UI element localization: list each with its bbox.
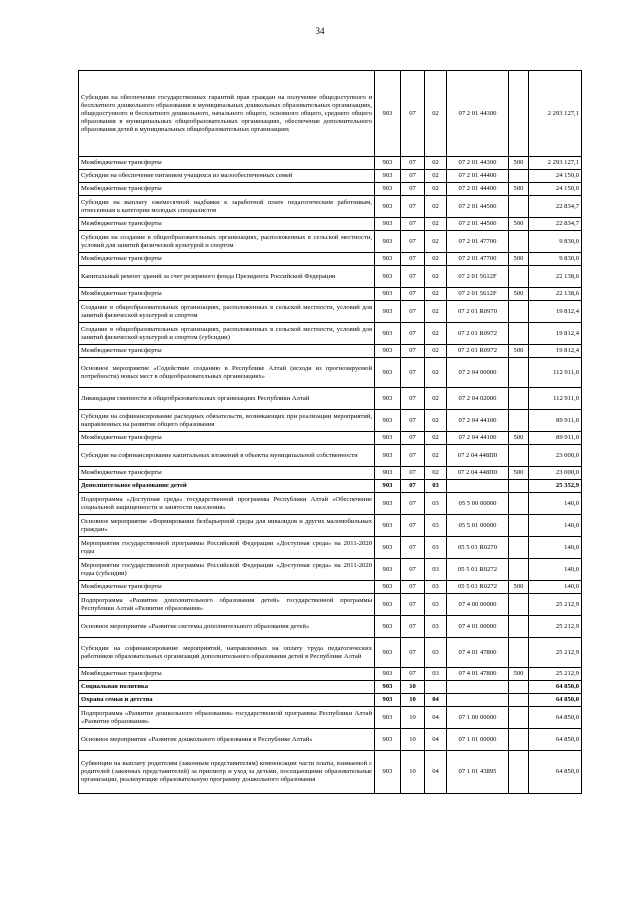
target-article-code: 07 4 01 47800 xyxy=(447,638,509,668)
item-name: Межбюджетные трансферты xyxy=(79,467,375,480)
target-article-code xyxy=(447,681,509,694)
target-article-code: 07 4 01 47800 xyxy=(447,668,509,681)
section-code: 07 xyxy=(401,445,425,467)
subsection-code: 03 xyxy=(425,616,447,638)
target-article-code: 07 2 01 5612F xyxy=(447,288,509,301)
section-code: 07 xyxy=(401,410,425,432)
expense-type-code xyxy=(509,266,529,288)
subsection-code: 02 xyxy=(425,432,447,445)
grbs-code: 903 xyxy=(375,183,401,196)
expense-type-code xyxy=(509,638,529,668)
target-article-code: 05 5 01 R0272 xyxy=(447,581,509,594)
section-code: 07 xyxy=(401,480,425,493)
amount-value: 2 293 127,1 xyxy=(529,71,582,157)
table-row xyxy=(79,218,582,231)
table-row xyxy=(79,323,582,345)
target-article-code: 05 5 01 R0272 xyxy=(447,559,509,581)
table-row xyxy=(79,616,582,638)
amount-value: 22 138,6 xyxy=(529,288,582,301)
expense-type-code xyxy=(509,388,529,410)
grbs-code: 903 xyxy=(375,388,401,410)
section-code: 07 xyxy=(401,170,425,183)
subsection-code: 02 xyxy=(425,445,447,467)
table-row xyxy=(79,467,582,480)
item-name: Подпрограмма «Развитие дошкольного образования» государственной программы Республики Алтай «Развитие образования» xyxy=(79,707,375,729)
target-article-code: 07 2 01 44400 xyxy=(447,183,509,196)
item-name: Субсидии на выплату ежемесячной надбавки к заработной плате педагогическим работникам, отнесенным к категории молодых специалистов xyxy=(79,196,375,218)
expense-type-code xyxy=(509,729,529,751)
section-code: 07 xyxy=(401,616,425,638)
page-number: 34 xyxy=(315,26,325,36)
section-code: 07 xyxy=(401,323,425,345)
grbs-code: 903 xyxy=(375,445,401,467)
section-code: 07 xyxy=(401,594,425,616)
expense-type-code xyxy=(509,559,529,581)
table-row xyxy=(79,707,582,729)
grbs-code: 903 xyxy=(375,493,401,515)
section-code: 07 xyxy=(401,253,425,266)
amount-value: 19 812,4 xyxy=(529,301,582,323)
grbs-code: 903 xyxy=(375,432,401,445)
target-article-code: 07 2 01 44500 xyxy=(447,218,509,231)
expense-type-code xyxy=(509,537,529,559)
subsection-code: 03 xyxy=(425,594,447,616)
grbs-code: 903 xyxy=(375,157,401,170)
expense-type-code xyxy=(509,493,529,515)
amount-value: 140,0 xyxy=(529,493,582,515)
expense-type-code: 500 xyxy=(509,581,529,594)
table-row xyxy=(79,681,582,694)
table-row xyxy=(79,432,582,445)
target-article-code: 07 1 00 00000 xyxy=(447,707,509,729)
item-name: Межбюджетные трансферты xyxy=(79,288,375,301)
item-name: Межбюджетные трансферты xyxy=(79,581,375,594)
subsection-code: 02 xyxy=(425,345,447,358)
section-code: 07 xyxy=(401,467,425,480)
amount-value: 23 000,0 xyxy=(529,445,582,467)
expense-type-code xyxy=(509,751,529,794)
subsection-code: 04 xyxy=(425,729,447,751)
section-code: 07 xyxy=(401,537,425,559)
section-code: 10 xyxy=(401,729,425,751)
target-article-code: 07 2 04 448П0 xyxy=(447,445,509,467)
table-row xyxy=(79,345,582,358)
item-name: Основное мероприятие «Содействие созданию в Республике Алтай (исходя из прогнозируемой потребности) новых мест в общеобразовательных организациях» xyxy=(79,358,375,388)
item-name: Субсидии на софинансирование капитальных вложений в объекты муниципальной собственности xyxy=(79,445,375,467)
expense-type-code: 500 xyxy=(509,183,529,196)
table-row xyxy=(79,515,582,537)
target-article-code: 07 2 01 R0972 xyxy=(447,323,509,345)
target-article-code: 07 2 01 5612F xyxy=(447,266,509,288)
subsection-code: 02 xyxy=(425,323,447,345)
target-article-code: 07 2 04 44100 xyxy=(447,410,509,432)
table-row xyxy=(79,480,582,493)
grbs-code: 903 xyxy=(375,559,401,581)
grbs-code: 903 xyxy=(375,218,401,231)
expense-type-code xyxy=(509,323,529,345)
section-code: 07 xyxy=(401,581,425,594)
section-code: 07 xyxy=(401,668,425,681)
section-code: 10 xyxy=(401,707,425,729)
section-code: 07 xyxy=(401,559,425,581)
item-name: Межбюджетные трансферты xyxy=(79,253,375,266)
amount-value: 9 830,0 xyxy=(529,231,582,253)
section-code: 07 xyxy=(401,345,425,358)
table-row xyxy=(79,410,582,432)
subsection-code: 03 xyxy=(425,515,447,537)
target-article-code: 07 2 01 44300 xyxy=(447,71,509,157)
grbs-code: 903 xyxy=(375,345,401,358)
section-code: 07 xyxy=(401,157,425,170)
subsection-code: 03 xyxy=(425,559,447,581)
grbs-code: 903 xyxy=(375,288,401,301)
table-row xyxy=(79,253,582,266)
expense-type-code: 500 xyxy=(509,288,529,301)
grbs-code: 903 xyxy=(375,71,401,157)
target-article-code: 07 2 01 R0970 xyxy=(447,301,509,323)
table-row xyxy=(79,301,582,323)
amount-value: 64 850,0 xyxy=(529,729,582,751)
section-code: 07 xyxy=(401,493,425,515)
subsection-code: 02 xyxy=(425,358,447,388)
target-article-code: 07 4 01 00000 xyxy=(447,616,509,638)
section-code: 10 xyxy=(401,681,425,694)
subsection-code: 02 xyxy=(425,388,447,410)
expense-type-code xyxy=(509,231,529,253)
table-row xyxy=(79,694,582,707)
expense-type-code: 500 xyxy=(509,253,529,266)
table-row xyxy=(79,559,582,581)
expense-type-code: 500 xyxy=(509,432,529,445)
expense-type-code xyxy=(509,681,529,694)
item-name: Межбюджетные трансферты xyxy=(79,183,375,196)
section-code: 07 xyxy=(401,288,425,301)
subsection-code: 03 xyxy=(425,537,447,559)
subsection-code: 03 xyxy=(425,581,447,594)
subsection-code: 03 xyxy=(425,638,447,668)
table-row xyxy=(79,266,582,288)
section-code: 10 xyxy=(401,694,425,707)
grbs-code: 903 xyxy=(375,694,401,707)
item-name: Межбюджетные трансферты xyxy=(79,345,375,358)
item-name: Подпрограмма «Развитие дополнительного образования детей» государственной программы Республики Алтай «Развитие образования» xyxy=(79,594,375,616)
amount-value: 25 212,9 xyxy=(529,668,582,681)
target-article-code: 07 2 01 47700 xyxy=(447,231,509,253)
subsection-code: 02 xyxy=(425,71,447,157)
amount-value: 64 850,0 xyxy=(529,707,582,729)
section-code: 07 xyxy=(401,638,425,668)
item-name: Субсидии на софинансирование мероприятий, направленных на оплату труда педагогических работников образовательных организаций дополнительного образования детей в Республике Алтай xyxy=(79,638,375,668)
subsection-code: 02 xyxy=(425,410,447,432)
amount-value: 140,0 xyxy=(529,581,582,594)
subsection-code: 03 xyxy=(425,493,447,515)
amount-value: 89 911,0 xyxy=(529,432,582,445)
subsection-code: 04 xyxy=(425,707,447,729)
section-code: 07 xyxy=(401,388,425,410)
target-article-code: 05 5 01 00000 xyxy=(447,515,509,537)
section-code: 07 xyxy=(401,301,425,323)
table-row xyxy=(79,170,582,183)
item-name: Подпрограмма «Доступная среда» государственной программы Республики Алтай «Обеспечение социальной защищенности и занятости населения» xyxy=(79,493,375,515)
table-row xyxy=(79,493,582,515)
item-name: Субсидии на софинансирование расходных обязательств, возникающих при реализации мероприятий, направленных на развитие общего образования xyxy=(79,410,375,432)
grbs-code: 903 xyxy=(375,668,401,681)
expense-type-code xyxy=(509,301,529,323)
item-name: Межбюджетные трансферты xyxy=(79,432,375,445)
item-name: Мероприятия государственной программы Российской Федерации «Доступная среда» на 2011-2020 годы xyxy=(79,537,375,559)
grbs-code: 903 xyxy=(375,410,401,432)
amount-value: 25 212,9 xyxy=(529,616,582,638)
table-row xyxy=(79,751,582,794)
grbs-code: 903 xyxy=(375,616,401,638)
table-row xyxy=(79,638,582,668)
target-article-code: 07 1 01 43895 xyxy=(447,751,509,794)
amount-value: 64 850,0 xyxy=(529,694,582,707)
amount-value: 112 911,0 xyxy=(529,388,582,410)
subsection-code: 02 xyxy=(425,218,447,231)
expense-type-code: 500 xyxy=(509,157,529,170)
amount-value: 25 212,9 xyxy=(529,594,582,616)
item-name: Основное мероприятие «Развитие системы дополнительного образования детей» xyxy=(79,616,375,638)
item-name: Ликвидация сменности в общеобразовательных организациях Республики Алтай xyxy=(79,388,375,410)
target-article-code: 07 2 01 44400 xyxy=(447,170,509,183)
target-article-code: 07 2 01 47700 xyxy=(447,253,509,266)
item-name: Создание в общеобразовательных организациях, расположенных в сельской местности, условий для занятий физической культурой и спортом xyxy=(79,301,375,323)
expense-type-code xyxy=(509,410,529,432)
amount-value: 23 000,0 xyxy=(529,467,582,480)
subsection-code xyxy=(425,681,447,694)
grbs-code: 903 xyxy=(375,170,401,183)
subsection-code: 02 xyxy=(425,196,447,218)
target-article-code: 07 2 01 R0972 xyxy=(447,345,509,358)
grbs-code: 903 xyxy=(375,594,401,616)
table-row xyxy=(79,668,582,681)
subsection-code: 03 xyxy=(425,480,447,493)
section-code: 07 xyxy=(401,218,425,231)
grbs-code: 903 xyxy=(375,581,401,594)
amount-value: 19 812,4 xyxy=(529,323,582,345)
amount-value: 25 352,9 xyxy=(529,480,582,493)
expense-type-code xyxy=(509,480,529,493)
item-name: Охрана семьи и детства xyxy=(79,694,375,707)
table-row xyxy=(79,288,582,301)
target-article-code xyxy=(447,694,509,707)
section-code: 07 xyxy=(401,432,425,445)
target-article-code: 07 2 04 448П0 xyxy=(447,467,509,480)
section-code: 07 xyxy=(401,231,425,253)
budget-table xyxy=(78,70,582,794)
expense-type-code xyxy=(509,694,529,707)
target-article-code xyxy=(447,480,509,493)
grbs-code: 903 xyxy=(375,231,401,253)
amount-value: 140,0 xyxy=(529,537,582,559)
subsection-code: 02 xyxy=(425,183,447,196)
grbs-code: 903 xyxy=(375,323,401,345)
item-name: Межбюджетные трансферты xyxy=(79,218,375,231)
item-name: Капитальный ремонт зданий за счет резервного фонда Президента Российской Федерации xyxy=(79,266,375,288)
subsection-code: 02 xyxy=(425,157,447,170)
grbs-code: 903 xyxy=(375,515,401,537)
target-article-code: 07 1 01 00000 xyxy=(447,729,509,751)
expense-type-code xyxy=(509,515,529,537)
grbs-code: 903 xyxy=(375,681,401,694)
grbs-code: 903 xyxy=(375,707,401,729)
grbs-code: 903 xyxy=(375,196,401,218)
amount-value: 24 150,0 xyxy=(529,170,582,183)
section-code: 07 xyxy=(401,196,425,218)
subsection-code: 02 xyxy=(425,288,447,301)
table-row xyxy=(79,388,582,410)
item-name: Субсидии на обеспечение государственных гарантий прав граждан на получение общедоступного и бесплатного дошкольного образования в муниципальных дошкольных образовательных организациях, общедоступного и бесплатного дошкольного, начального общего, основного общего, среднего общего образования в муниципальных общеобразовательных организациях, обеспечение дополнительного образования детей в муниципальных общеобразовательных организациях xyxy=(79,71,375,157)
expense-type-code: 500 xyxy=(509,345,529,358)
amount-value: 19 812,4 xyxy=(529,345,582,358)
table-row xyxy=(79,196,582,218)
grbs-code: 903 xyxy=(375,266,401,288)
item-name: Основное мероприятие «Формирование безбарьерной среды для инвалидов и других маломобильных граждан» xyxy=(79,515,375,537)
expense-type-code xyxy=(509,358,529,388)
section-code: 07 xyxy=(401,183,425,196)
item-name: Субсидии на обеспечение питанием учащихся из малообеспеченных семей xyxy=(79,170,375,183)
amount-value: 22 834,7 xyxy=(529,196,582,218)
amount-value: 140,0 xyxy=(529,559,582,581)
item-name: Субвенции на выплату родителям (законным представителям) компенсации части платы, взимаемой с родителей (законных представителей) за присмотр и уход за детьми, посещающими образовательные организации, реализующие образовательную программу дошкольного образования xyxy=(79,751,375,794)
section-code: 07 xyxy=(401,358,425,388)
grbs-code: 903 xyxy=(375,301,401,323)
grbs-code: 903 xyxy=(375,253,401,266)
expense-type-code: 500 xyxy=(509,668,529,681)
item-name: Основное мероприятие «Развитие дошкольного образования в Республике Алтай» xyxy=(79,729,375,751)
expense-type-code xyxy=(509,707,529,729)
target-article-code: 07 2 01 44500 xyxy=(447,196,509,218)
subsection-code: 04 xyxy=(425,694,447,707)
subsection-code: 02 xyxy=(425,231,447,253)
subsection-code: 04 xyxy=(425,751,447,794)
subsection-code: 02 xyxy=(425,301,447,323)
amount-value: 112 911,0 xyxy=(529,358,582,388)
table-row xyxy=(79,358,582,388)
amount-value: 64 850,0 xyxy=(529,681,582,694)
amount-value: 22 834,7 xyxy=(529,218,582,231)
table-row xyxy=(79,581,582,594)
item-name: Мероприятия государственной программы Российской Федерации «Доступная среда» на 2011-2020 годы (субсидии) xyxy=(79,559,375,581)
amount-value: 25 212,9 xyxy=(529,638,582,668)
item-name: Социальная политика xyxy=(79,681,375,694)
amount-value: 140,0 xyxy=(529,515,582,537)
expense-type-code xyxy=(509,594,529,616)
grbs-code: 903 xyxy=(375,358,401,388)
amount-value: 2 293 127,1 xyxy=(529,157,582,170)
expense-type-code xyxy=(509,616,529,638)
table-row xyxy=(79,445,582,467)
table-row xyxy=(79,71,582,157)
target-article-code: 07 2 04 00000 xyxy=(447,358,509,388)
table-row xyxy=(79,231,582,253)
subsection-code: 03 xyxy=(425,668,447,681)
target-article-code: 07 2 04 02000 xyxy=(447,388,509,410)
table-row xyxy=(79,537,582,559)
expense-type-code: 500 xyxy=(509,218,529,231)
target-article-code: 07 2 01 44300 xyxy=(447,157,509,170)
subsection-code: 02 xyxy=(425,467,447,480)
amount-value: 89 911,0 xyxy=(529,410,582,432)
target-article-code: 05 5 00 00000 xyxy=(447,493,509,515)
grbs-code: 903 xyxy=(375,467,401,480)
amount-value: 64 850,0 xyxy=(529,751,582,794)
target-article-code: 07 4 00 00000 xyxy=(447,594,509,616)
grbs-code: 903 xyxy=(375,729,401,751)
section-code: 07 xyxy=(401,266,425,288)
item-name: Субсидии на создание в общеобразовательных организациях, расположенных в сельской местности, условий для занятий физической культурой и спортом xyxy=(79,231,375,253)
amount-value: 24 150,0 xyxy=(529,183,582,196)
expense-type-code xyxy=(509,170,529,183)
grbs-code: 903 xyxy=(375,537,401,559)
amount-value: 9 830,0 xyxy=(529,253,582,266)
amount-value: 22 138,6 xyxy=(529,266,582,288)
section-code: 10 xyxy=(401,751,425,794)
subsection-code: 02 xyxy=(425,170,447,183)
item-name: Дополнительное образование детей xyxy=(79,480,375,493)
target-article-code: 05 5 01 R0270 xyxy=(447,537,509,559)
item-name: Межбюджетные трансферты xyxy=(79,668,375,681)
expense-type-code xyxy=(509,445,529,467)
target-article-code: 07 2 04 44100 xyxy=(447,432,509,445)
budget-table-body xyxy=(79,71,582,794)
table-row xyxy=(79,729,582,751)
section-code: 07 xyxy=(401,515,425,537)
expense-type-code xyxy=(509,71,529,157)
item-name: Межбюджетные трансферты xyxy=(79,157,375,170)
section-code: 07 xyxy=(401,71,425,157)
expense-type-code: 500 xyxy=(509,467,529,480)
item-name: Создание в общеобразовательных организациях, расположенных в сельской местности, условий для занятий физической культурой и спортом (субсидии) xyxy=(79,323,375,345)
grbs-code: 903 xyxy=(375,638,401,668)
subsection-code: 02 xyxy=(425,253,447,266)
grbs-code: 903 xyxy=(375,480,401,493)
expense-type-code xyxy=(509,196,529,218)
grbs-code: 903 xyxy=(375,751,401,794)
table-row xyxy=(79,183,582,196)
table-row xyxy=(79,157,582,170)
subsection-code: 02 xyxy=(425,266,447,288)
table-row xyxy=(79,594,582,616)
